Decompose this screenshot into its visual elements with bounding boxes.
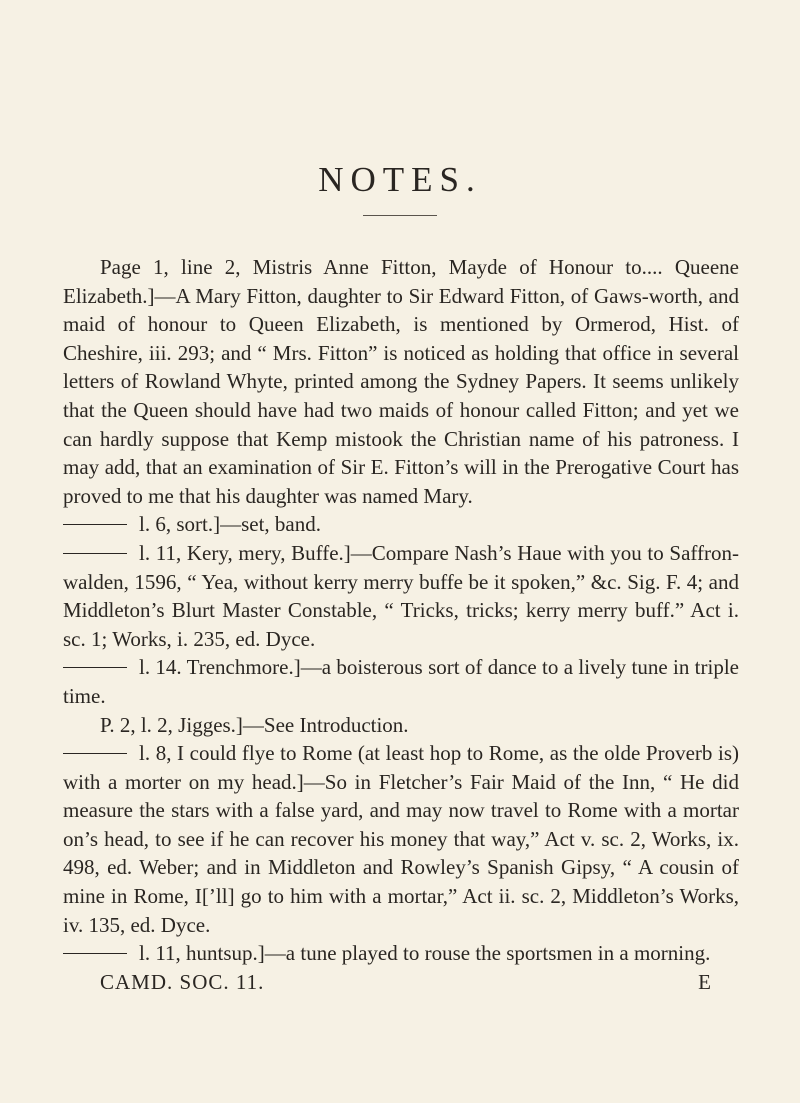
note-paragraph bbox=[63, 253, 739, 510]
title-rule bbox=[363, 215, 437, 216]
note-paragraph bbox=[63, 510, 739, 539]
notes-body bbox=[63, 253, 739, 996]
note-text: l. 6, sort.]—set, band. bbox=[139, 512, 321, 537]
ditto-dash bbox=[63, 753, 127, 754]
note-paragraph bbox=[63, 539, 739, 653]
note-text: l. 11, Kery, mery, Buffe.]—Compare Nash’s Haue with you to Saffron-walden, 1596, “ Yea, without kerry merry buffe be it spoken,” &c. Sig. F. 4; and Middleton’s Blurt Master Constable, “ Tricks, tricks; kerry merry buff.” Act i. sc. 1; Works, i. 235, ed. Dyce. bbox=[63, 540, 739, 651]
note-paragraph bbox=[63, 939, 739, 968]
ditto-dash bbox=[63, 953, 127, 954]
note-text: l. 11, huntsup.]—a tune played to rouse the sportsmen in a morning. bbox=[139, 941, 711, 966]
note-paragraph bbox=[63, 739, 739, 939]
note-paragraph bbox=[63, 711, 739, 740]
signature: CAMD. SOC. 11. bbox=[100, 969, 265, 994]
signature-line bbox=[63, 968, 739, 997]
note-text: P. 2, l. 2, Jigges.]—See Introduction. bbox=[100, 712, 409, 737]
ditto-dash bbox=[63, 667, 127, 668]
note-text: l. 14. Trenchmore.]—a boisterous sort of dance to a lively tune in triple time. bbox=[63, 655, 739, 708]
note-text: l. 8, I could flye to Rome (at least hop to Rome, as the olde Proverb is) with a morter on my head.]—So in Fletcher’s Fair Maid of the Inn, “ He did measure the stars with a false yard, and may now travel to Rome with a mortar on’s head, to see if he can recover his money that way,” Act v. sc. 2, Works, ix. 498, ed. Weber; and in Middleton and Rowley’s Spanish Gipsy, “ A cousin of mine in Rome, I[’ll] go to him with a mortar,” Act ii. sc. 2, Middleton’s Works, iv. 135, ed. Dyce. bbox=[63, 741, 739, 937]
ditto-dash bbox=[63, 553, 127, 554]
signature-mark: E bbox=[698, 969, 711, 994]
ditto-dash bbox=[63, 524, 127, 525]
note-paragraph bbox=[63, 653, 739, 710]
note-text: Page 1, line 2, Mistris Anne Fitton, Mayde of Honour to.... Queene Elizabeth.]—A Mary Fitton, daughter to Sir Edward Fitton, of Gaws-worth, and maid of honour to Queen Elizabeth, is mentioned by Ormerod, Hist. of Cheshire, iii. 293; and “ Mrs. Fitton” is noticed as holding that office in several letters of Rowland Whyte, printed among the Sydney Papers. It seems unlikely that the Queen should have had two maids of honour called Fitton; and yet we can hardly suppose that Kemp mistook the Christian name of his patroness. I may add, that an examination of Sir E. Fitton’s will in the Prerogative Court has proved to me that his daughter was named Mary. bbox=[63, 255, 739, 508]
page-title: NOTES. bbox=[318, 160, 482, 199]
